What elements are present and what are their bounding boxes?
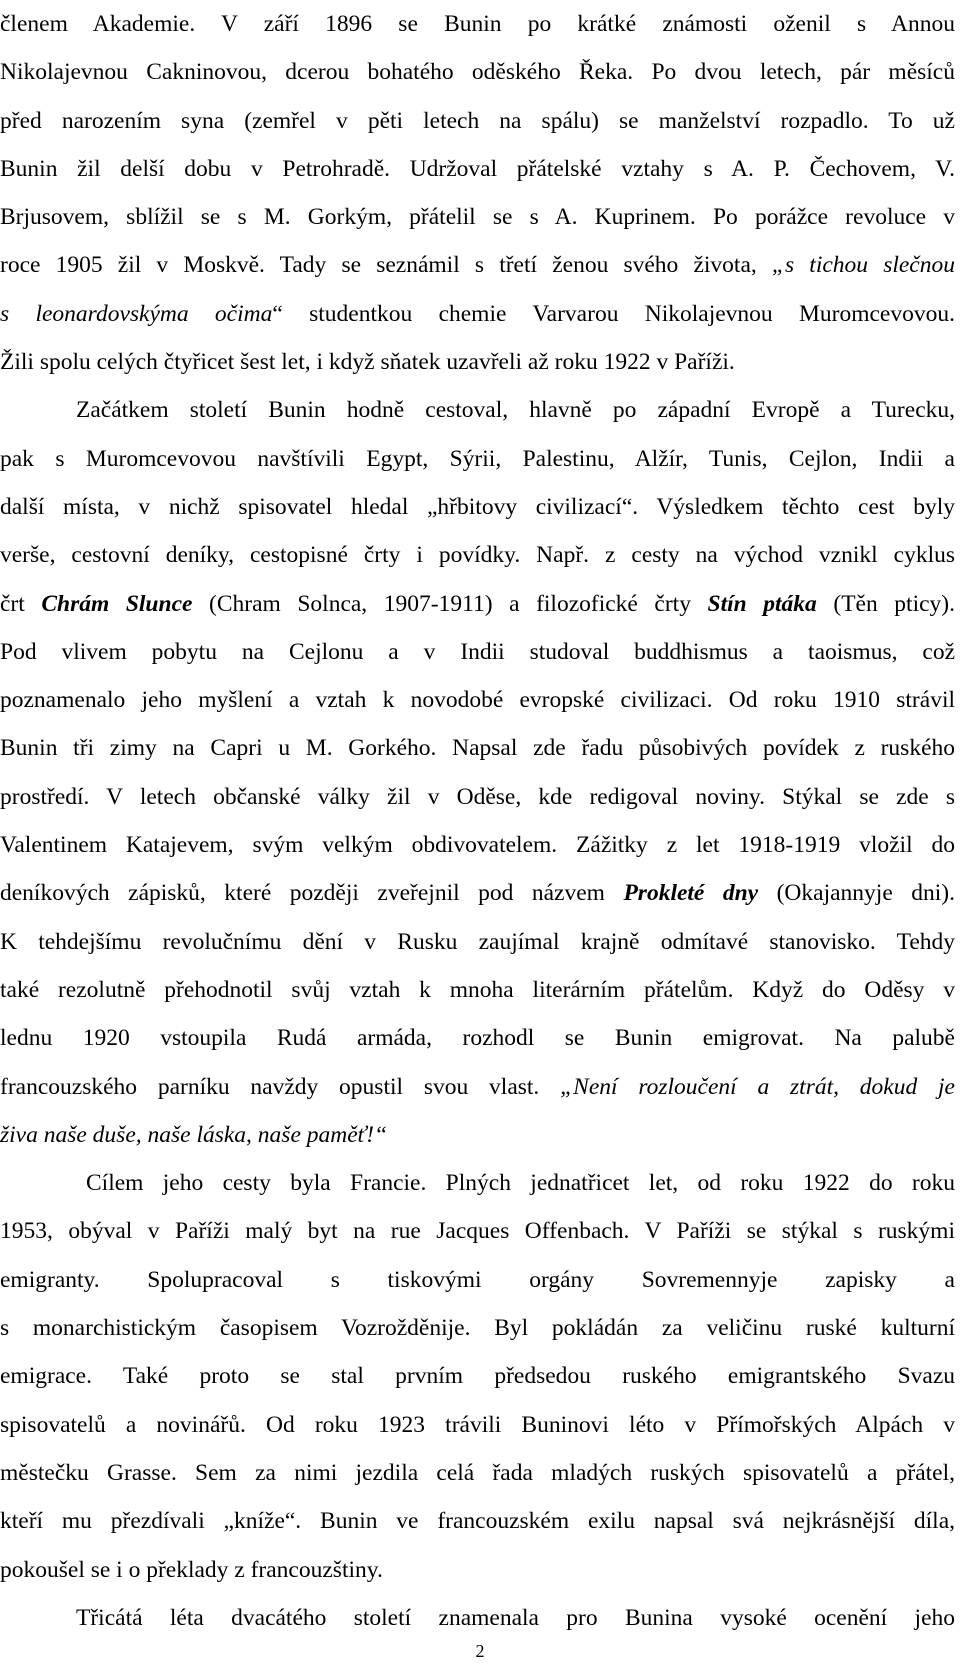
- page-number: 2: [475, 1641, 485, 1661]
- text-line: emigranty. Spolupracoval s tiskovými orgány Sovremennyje zapisky a: [0, 1266, 955, 1293]
- text-line: 1953, obýval v Paříži malý byt na rue Jacques Offenbach. V Paříži se stýkal s ruskými: [0, 1218, 955, 1245]
- italic-quote: „Není rozloučení a ztrát, dokud je: [560, 1073, 955, 1100]
- text-line: Cílem jeho cesty byla Francie. Plných jednatřicet let, od roku 1922 do roku: [86, 1170, 955, 1197]
- text-line: členem Akademie. V září 1896 se Bunin po krátké známosti oženil s Annou: [0, 11, 955, 37]
- italic-quote: s leonardovskýma očima: [0, 300, 273, 327]
- text-line: s leonardovskýma očima“ studentkou chemie Varvarou Nikolajevnou Muromcevovou.: [0, 300, 955, 327]
- text-line: také rezolutně přehodnotil svůj vztah k mnoha literárním přátelům. Když do Oděsy v: [0, 976, 955, 1003]
- paragraph: [0, 1159, 955, 1594]
- text-line: Valentinem Katajevem, svým velkým obdivovatelem. Zážitky z let 1918-1919 vložil do: [0, 832, 955, 859]
- text-line: deníkových zápisků, které později zveřejnil pod názvem Prokleté dny (Okajannyje dni).: [0, 880, 955, 907]
- text-line: poznamenalo jeho myšlení a vztah k novodobé evropské civilizaci. Od roku 1910 strávil: [0, 687, 955, 714]
- work-title: Prokleté dny: [623, 880, 759, 907]
- text-line: Bunin žil delší dobu v Petrohradě. Udržoval přátelské vztahy s A. P. Čechovem, V.: [0, 155, 955, 182]
- text-line: Pod vlivem pobytu na Cejlonu a v Indii studoval buddhismus a taoismus, což: [0, 638, 955, 665]
- italic-quote: „s tichou slečnou: [771, 252, 955, 279]
- text-line: Bunin tři zimy na Capri u M. Gorkého. Napsal zde řadu působivých povídek z ruského: [0, 735, 955, 762]
- text-line: Třicátá léta dvacátého století znamenala pro Bunina vysoké ocenění jeho: [76, 1604, 955, 1631]
- text-line: Začátkem století Bunin hodně cestoval, hlavně po západní Evropě a Turecku,: [76, 397, 955, 424]
- text-line: Nikolajevnou Cakninovou, dcerou bohatého oděského Řeka. Po dvou letech, pár měsíců: [0, 59, 955, 86]
- text-line: Žili spolu celých čtyřicet šest let, i když sňatek uzavřeli až roku 1922 v Paříži.: [0, 349, 735, 376]
- text-line: kteří mu přezdívali „kníže“. Bunin ve francouzském exilu napsal svá nejkrásnější díla,: [0, 1508, 955, 1535]
- text-line: črt Chrám Slunce (Chram Solnca, 1907-1911) a filozofické črty Stín ptáka (Těn pticy).: [0, 590, 955, 617]
- text-line: prostředí. V letech občanské války žil v Oděse, kde redigoval noviny. Stýkal se zde s: [0, 783, 955, 810]
- text-line: pokoušel se i o překlady z francouzštiny.: [0, 1556, 383, 1583]
- text-line: Brjusovem, sblížil se s M. Gorkým, přátelil se s A. Kuprinem. Po porážce revoluce v: [0, 204, 955, 231]
- text-line: K tehdejšímu revolučnímu dění v Rusku zaujímal krajně odmítavé stanovisko. Tehdy: [0, 928, 955, 955]
- text-line: francouzského parníku navždy opustil svou vlast. „Není rozloučení a ztrát, dokud je: [0, 1073, 955, 1100]
- text-line: před narozením syna (zemřel v pěti letech na spálu) se manželství rozpadlo. To už: [0, 107, 955, 134]
- text-line: s monarchistickým časopisem Vozrožděnije. Byl pokládán za veličinu ruské kulturní: [0, 1315, 955, 1342]
- paragraph: [0, 1594, 955, 1642]
- text-line: spisovatelů a novinářů. Od roku 1923 trávili Buninovi léto v Přímořských Alpách v: [0, 1411, 955, 1438]
- text-line: další místa, v nichž spisovatel hledal „hřbitovy civilizací“. Výsledkem těchto cest byly: [0, 493, 955, 520]
- italic-quote: živa naše duše, naše láska, naše paměť!“: [0, 1121, 388, 1148]
- text-line: verše, cestovní deníky, cestopisné črty i povídky. Např. z cesty na východ vznikl cyklus: [0, 542, 955, 569]
- paragraph: [0, 386, 955, 1159]
- text-line: lednu 1920 vstoupila Rudá armáda, rozhodl se Bunin emigrovat. Na palubě: [0, 1025, 955, 1052]
- text-line: pak s Muromcevovou navštívili Egypt, Sýrii, Palestinu, Alžír, Tunis, Cejlon, Indii a: [0, 445, 955, 472]
- work-title: Stín ptáka: [707, 590, 817, 617]
- text-line: městečku Grasse. Sem za nimi jezdila celá řada mladých ruských spisovatelů a přátel,: [0, 1459, 955, 1486]
- text-line: roce 1905 žil v Moskvě. Tady se seznámil s třetí ženou svého života, „s tichou slečnou: [0, 252, 955, 279]
- text-line: [0, 1111, 955, 1159]
- text-line: emigrace. Také proto se stal prvním předsedou ruského emigrantského Svazu: [0, 1363, 955, 1390]
- paragraph: [0, 0, 955, 386]
- work-title: Chrám Slunce: [41, 590, 193, 617]
